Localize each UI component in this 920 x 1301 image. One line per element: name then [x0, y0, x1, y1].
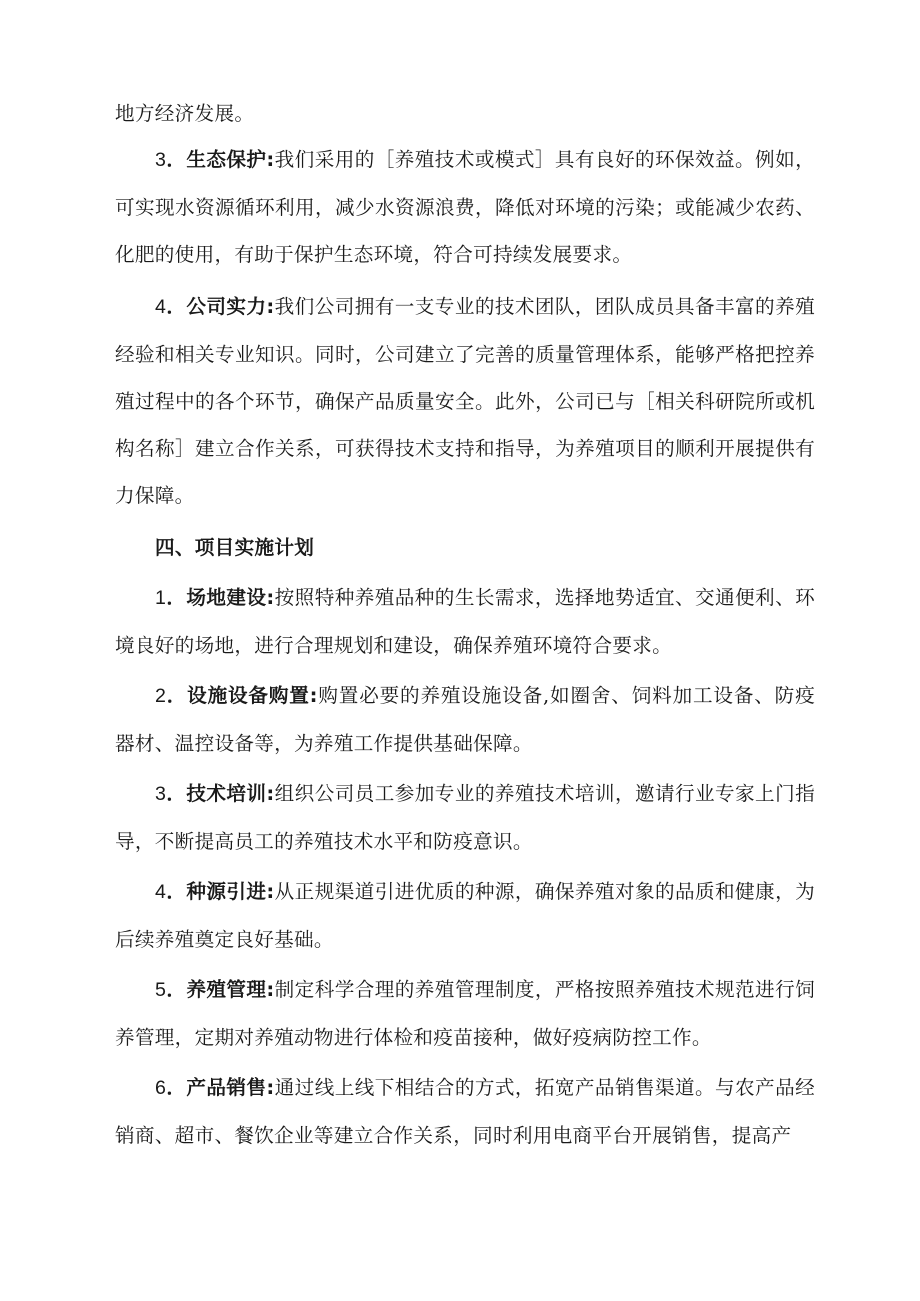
- item-text: 组织公司员工参加专业的养殖技术培训，邀请行业专家上门指导，不断提高员工的养殖技术水平和防疫意识。: [115, 782, 815, 853]
- paragraph-management: [115, 966, 815, 1061]
- item-number: 3: [155, 149, 167, 171]
- item-title: ．产品销售:: [166, 1076, 275, 1099]
- item-text: 购置必要的养殖设施设备,如圈舍、饲料加工设备、防疫器材、温控设备等，为养殖工作提供基础保障。: [115, 684, 815, 755]
- item-title: ．设施设备购置:: [166, 684, 318, 707]
- paragraph-ecology: [115, 136, 815, 278]
- paragraph-site-construction: [115, 574, 815, 669]
- paragraph-company-strength: [115, 283, 815, 519]
- item-number: 1: [155, 587, 167, 609]
- paragraph-sales: [115, 1064, 815, 1159]
- item-text: 按照特种养殖品种的生长需求，选择地势适宜、交通便利、环境良好的场地，进行合理规划和建设，确保养殖环境符合要求。: [115, 586, 815, 657]
- item-text: 制定科学合理的养殖管理制度，严格按照养殖技术规范进行饲养管理，定期对养殖动物进行体检和疫苗接种，做好疫病防控工作。: [115, 978, 815, 1049]
- item-number: 2: [155, 685, 167, 707]
- paragraph-continuation: 地方经济发展。: [115, 102, 255, 125]
- item-text: 我们公司拥有一支专业的技术团队，团队成员具备丰富的养殖经验和相关专业知识。同时，公司建立了完善的质量管理体系，能够严格把控养殖过程中的各个环节，确保产品质量安全。此外，公司已与［相关科研院所或机构名称］建立合作关系，可获得技术支持和指导，为养殖项目的顺利开展提供有力保障。: [115, 295, 815, 507]
- item-number: 4: [155, 881, 167, 903]
- item-number: 4: [155, 296, 167, 318]
- item-title: ．技术培训:: [166, 782, 275, 805]
- item-title: ．场地建设:: [166, 586, 275, 609]
- paragraph-training: [115, 770, 815, 865]
- item-title: ．生态保护:: [166, 148, 275, 171]
- item-title: ．公司实力:: [166, 295, 275, 318]
- item-number: 6: [155, 1077, 167, 1099]
- item-text: 从正规渠道引进优质的种源，确保养殖对象的品质和健康，为后续养殖奠定良好基础。: [115, 880, 815, 951]
- section-heading: 四、项目实施计划: [155, 536, 315, 559]
- item-number: 5: [155, 979, 167, 1001]
- paragraph-equipment: [115, 672, 815, 767]
- paragraph-breeding-stock: [115, 868, 815, 963]
- item-text: 我们采用的［养殖技术或模式］具有良好的环保效益。例如，可实现水资源循环利用，减少水资源浪费，降低对环境的污染；或能减少农药、化肥的使用，有助于保护生态环境，符合可持续发展要求。: [115, 148, 815, 266]
- item-title: ．养殖管理:: [166, 978, 275, 1001]
- item-title: ．种源引进:: [166, 880, 275, 903]
- item-text: 通过线上线下相结合的方式，拓宽产品销售渠道。与农产品经销商、超市、餐饮企业等建立合作关系，同时利用电商平台开展销售，提高产: [115, 1076, 815, 1147]
- item-number: 3: [155, 783, 167, 805]
